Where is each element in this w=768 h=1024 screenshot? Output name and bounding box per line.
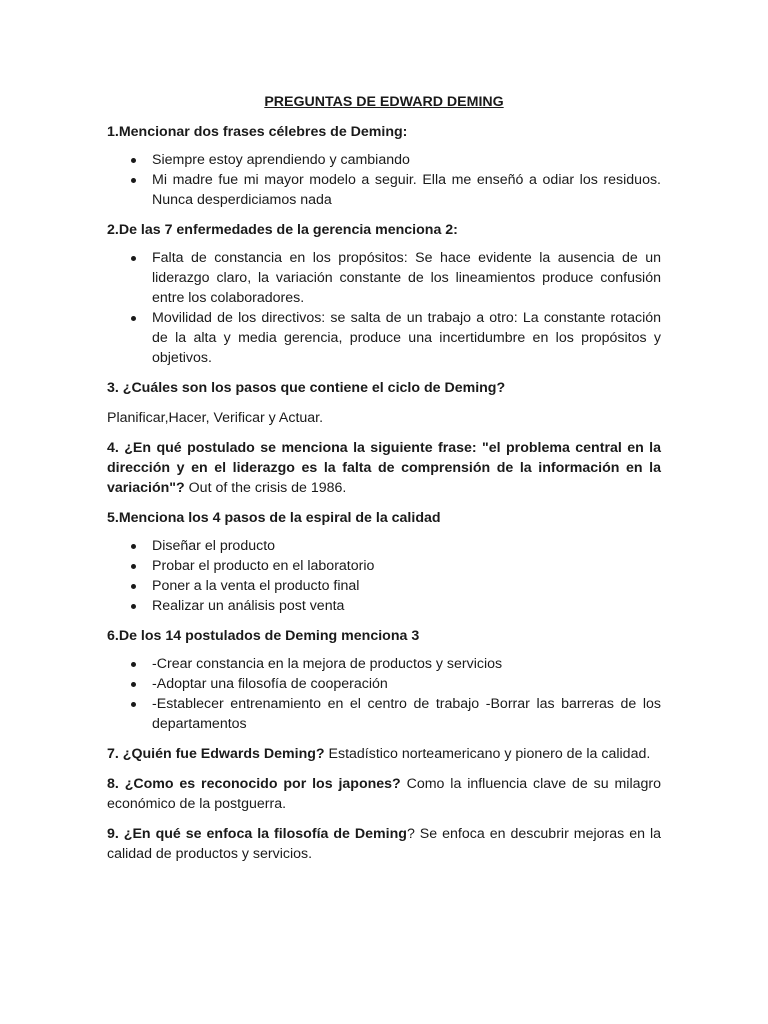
question-4-paragraph xyxy=(107,438,661,498)
list-item: Realizar un análisis post venta xyxy=(152,596,661,616)
question-6: 6.De los 14 postulados de Deming menciona 3 xyxy=(107,628,420,644)
answer-8: Como la influencia clave de su milagro económico de la postguerra. xyxy=(107,776,661,812)
question-4: 4. ¿En qué postulado se menciona la siguiente frase: "el problema central en la dirección y en el liderazgo es la falta de comprensión de la información en la variación"? xyxy=(107,440,661,496)
list-item: -Adoptar una filosofía de cooperación xyxy=(152,674,661,694)
question-8-paragraph xyxy=(107,774,661,814)
question-2: 2.De las 7 enfermedades de la gerencia menciona 2: xyxy=(107,222,458,238)
list-item: -Crear constancia en la mejora de productos y servicios xyxy=(152,654,661,674)
list-item: Siempre estoy aprendiendo y cambiando xyxy=(152,150,661,170)
list-item: Diseñar el producto xyxy=(152,536,661,556)
question-5: 5.Menciona los 4 pasos de la espiral de la calidad xyxy=(107,510,441,526)
document-page xyxy=(107,92,661,864)
question-5-list xyxy=(107,536,661,616)
question-3: 3. ¿Cuáles son los pasos que contiene el ciclo de Deming? xyxy=(107,380,506,396)
question-8: 8. ¿Como es reconocido por los japones? xyxy=(107,776,401,792)
question-9: 9. ¿En qué se enfoca la filosofía de Deming xyxy=(107,826,407,842)
list-item: Mi madre fue mi mayor modelo a seguir. Ella me enseñó a odiar los residuos. Nunca desperdiciamos nada xyxy=(152,172,661,208)
document-title: PREGUNTAS DE EDWARD DEMING xyxy=(264,94,504,110)
question-1: 1.Mencionar dos frases célebres de Deming: xyxy=(107,124,408,140)
question-6-list xyxy=(107,654,661,734)
answer-7: Estadístico norteamericano y pionero de la calidad. xyxy=(324,746,651,762)
question-1-list xyxy=(107,150,661,210)
list-item: Falta de constancia en los propósitos: Se hace evidente la ausencia de un liderazgo claro, la variación constante de los lineamientos produce confusión entre los colaboradores. xyxy=(152,250,661,306)
list-item: Probar el producto en el laboratorio xyxy=(152,556,661,576)
question-9-paragraph xyxy=(107,824,661,864)
question-2-list xyxy=(107,248,661,368)
list-item: -Establecer entrenamiento en el centro de trabajo -Borrar las barreras de los departamentos xyxy=(152,696,661,732)
question-7-paragraph xyxy=(107,744,661,764)
list-item: Poner a la venta el producto final xyxy=(152,576,661,596)
answer-3: Planificar,Hacer, Verificar y Actuar. xyxy=(107,410,324,426)
answer-9: ? Se enfoca en descubrir mejoras en la calidad de productos y servicios. xyxy=(107,826,661,862)
question-7: 7. ¿Quién fue Edwards Deming? xyxy=(107,746,325,762)
answer-4: Out of the crisis de 1986. xyxy=(184,480,347,496)
list-item: Movilidad de los directivos: se salta de un trabajo a otro: La constante rotación de la alta y media gerencia, produce una incertidumbre en los propósitos y objetivos. xyxy=(152,310,661,366)
